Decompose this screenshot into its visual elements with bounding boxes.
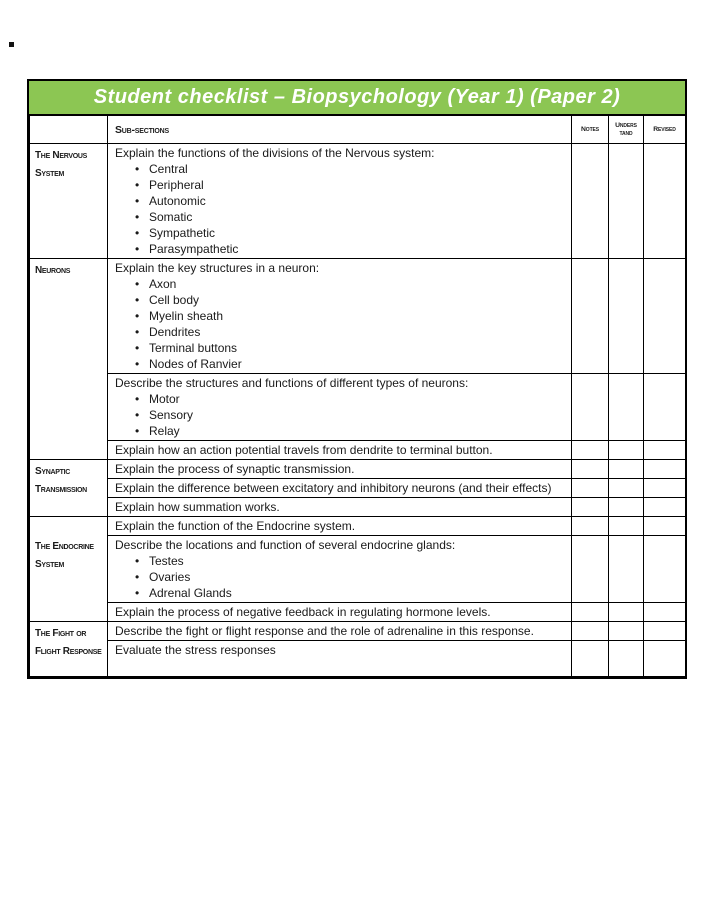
bullet-item: • Dendrites (135, 324, 567, 340)
revised-cell (644, 536, 686, 603)
table-row (30, 374, 686, 441)
table-row (30, 641, 686, 677)
understand-cell (609, 498, 644, 517)
task-text: Explain the process of synaptic transmission. (115, 462, 355, 476)
section-label-synaptic: Synaptic Transmission (30, 460, 108, 517)
bullet-list (115, 161, 567, 257)
notes-cell (572, 536, 609, 603)
understand-cell (609, 479, 644, 498)
task-text: Explain the functions of the divisions of the Nervous system: (115, 146, 435, 160)
bullet-item: • Relay (135, 423, 567, 439)
understand-cell (609, 374, 644, 441)
task-cell (108, 479, 572, 498)
revised-cell (644, 622, 686, 641)
task-text: Explain the difference between excitatory and inhibitory neurons (and their effects) (115, 481, 552, 495)
table-row (30, 259, 686, 374)
revised-cell (644, 259, 686, 374)
notes-cell (572, 460, 609, 479)
revised-cell (644, 603, 686, 622)
notes-cell (572, 441, 609, 460)
section-label-endocrine: The Endocrine System (30, 517, 108, 622)
bullet-item: • Sympathetic (135, 225, 567, 241)
bullet-list (115, 553, 567, 601)
revised-cell (644, 441, 686, 460)
bullet-item: • Central (135, 161, 567, 177)
notes-cell (572, 498, 609, 517)
table-row (30, 498, 686, 517)
task-cell (108, 498, 572, 517)
understand-cell (609, 144, 644, 259)
col-header-understand: Unders tand (609, 116, 644, 144)
table-row (30, 517, 686, 536)
revised-cell (644, 479, 686, 498)
bullet-item: • Peripheral (135, 177, 567, 193)
table-row (30, 441, 686, 460)
bullet-item: • Parasympathetic (135, 241, 567, 257)
task-text: Explain how an action potential travels from dendrite to terminal button. (115, 443, 493, 457)
revised-cell (644, 498, 686, 517)
notes-cell (572, 603, 609, 622)
task-text: Evaluate the stress responses (115, 643, 276, 657)
understand-cell (609, 259, 644, 374)
section-label-neurons: Neurons (30, 259, 108, 460)
bullet-item: • Sensory (135, 407, 567, 423)
task-text: Explain the process of negative feedback in regulating hormone levels. (115, 605, 491, 619)
task-text: Explain the function of the Endocrine system. (115, 519, 356, 533)
title-banner (29, 81, 685, 115)
table-row (30, 460, 686, 479)
task-cell (108, 374, 572, 441)
task-text: Explain the key structures in a neuron: (115, 261, 320, 275)
col-header-notes: Notes (572, 116, 609, 144)
checklist-sheet (27, 79, 687, 679)
notes-cell (572, 622, 609, 641)
bullet-item: • Nodes of Ranvier (135, 356, 567, 372)
section-label-fight: The Fight or Flight Response (30, 622, 108, 677)
revised-cell (644, 517, 686, 536)
understand-cell (609, 536, 644, 603)
bullet-item: • Myelin sheath (135, 308, 567, 324)
understand-cell (609, 441, 644, 460)
understand-cell (609, 603, 644, 622)
notes-cell (572, 259, 609, 374)
task-cell (108, 441, 572, 460)
stray-mark (9, 42, 14, 47)
revised-cell (644, 374, 686, 441)
task-cell (108, 460, 572, 479)
bullet-item: • Somatic (135, 209, 567, 225)
notes-cell (572, 517, 609, 536)
task-cell (108, 603, 572, 622)
task-text: Explain how summation works. (115, 500, 280, 514)
bullet-list (115, 276, 567, 372)
bullet-item: • Autonomic (135, 193, 567, 209)
notes-cell (572, 641, 609, 677)
task-text: Describe the fight or flight response and the role of adrenaline in this response. (115, 624, 534, 638)
header-row (30, 116, 686, 144)
bullet-item: • Cell body (135, 292, 567, 308)
revised-cell (644, 641, 686, 677)
page-title: Student checklist – Biopsychology (Year 1) (Paper 2) (93, 86, 621, 108)
section-label-nervous: The Nervous System (30, 144, 108, 259)
understand-cell (609, 460, 644, 479)
table-row (30, 536, 686, 603)
bullet-item: • Axon (135, 276, 567, 292)
task-cell (108, 144, 572, 259)
bullet-list (115, 391, 567, 439)
corner-cell (30, 116, 108, 144)
notes-cell (572, 479, 609, 498)
task-cell (108, 641, 572, 677)
col-header-revised: Revised (644, 116, 686, 144)
revised-cell (644, 144, 686, 259)
task-cell (108, 622, 572, 641)
task-cell (108, 259, 572, 374)
table-row (30, 622, 686, 641)
checklist-table (29, 115, 686, 677)
bullet-item: • Ovaries (135, 569, 567, 585)
bullet-item: • Motor (135, 391, 567, 407)
task-cell (108, 536, 572, 603)
bullet-item: • Adrenal Glands (135, 585, 567, 601)
task-text: Describe the structures and functions of different types of neurons: (115, 376, 469, 390)
understand-cell (609, 641, 644, 677)
table-row (30, 144, 686, 259)
notes-cell (572, 374, 609, 441)
task-text: Describe the locations and function of several endocrine glands: (115, 538, 456, 552)
col-header-subsections: Sub-sections (108, 116, 572, 144)
understand-cell (609, 622, 644, 641)
table-row (30, 603, 686, 622)
notes-cell (572, 144, 609, 259)
bullet-item: • Testes (135, 553, 567, 569)
understand-cell (609, 517, 644, 536)
revised-cell (644, 460, 686, 479)
table-row (30, 479, 686, 498)
bullet-item: • Terminal buttons (135, 340, 567, 356)
task-cell (108, 517, 572, 536)
